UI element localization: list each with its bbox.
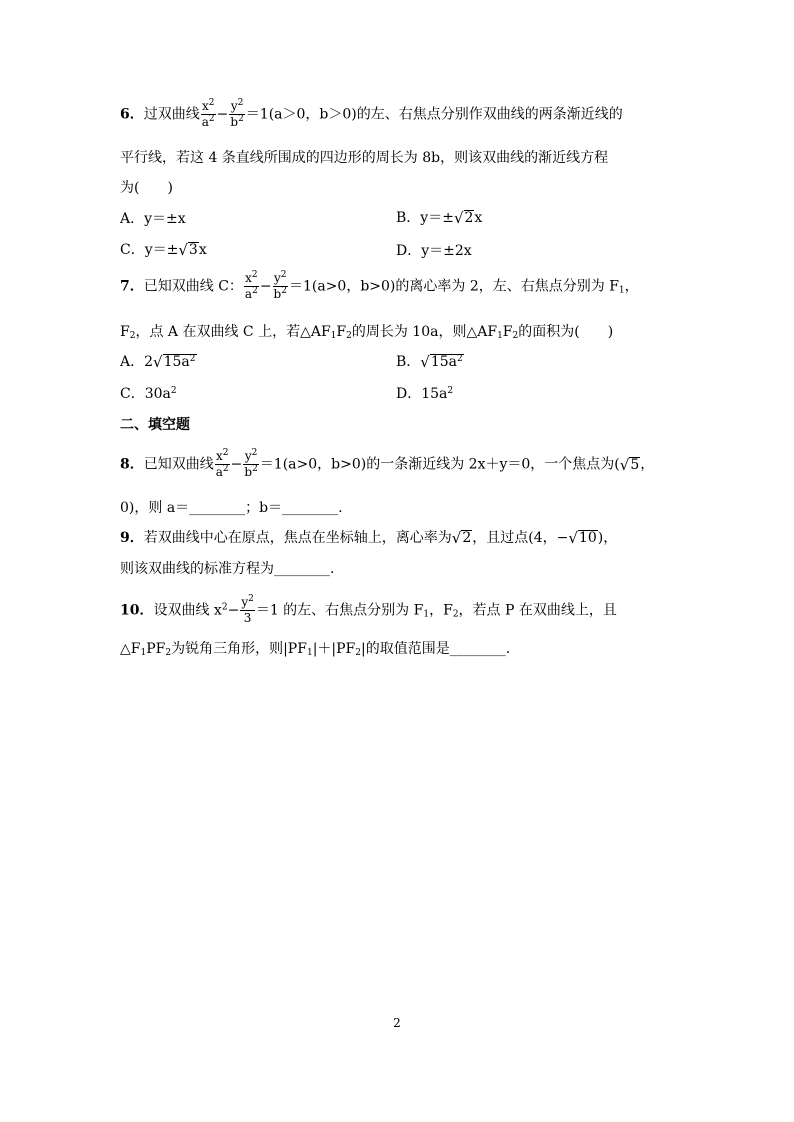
fraction-x2-a2: $\frac{x^2}{a^2}$ — [244, 270, 258, 302]
q7-line-2: $F_2$，点 A 在双曲线 C 上，若$\triangle AF_1F_2$的周长为 10a，则$\triangle AF_1F_2$的面积为( ) — [120, 324, 614, 341]
q6-option-b: B．y＝±√2x — [396, 209, 483, 227]
q6-line-1: 6．过双曲线 $\frac{x^2}{a^2}$ − $\frac{y^2}{b^2}$ ＝1(a＞0，b＞0)的左、右焦点分别作双曲线的两条渐近线的 — [120, 98, 623, 130]
q7-option-c: C．$30a^2$ — [120, 386, 177, 402]
q6-option-d: D．y＝±2x — [396, 243, 472, 259]
q10-line-1: 10．设双曲线 $x^2-$ $\frac{y^2}{3}$ ＝1 的左、右焦点分别为 $F_1$，$F_2$，若点 P 在双曲线上，且 — [120, 594, 617, 626]
sqrt-icon: √2 — [453, 209, 474, 227]
q7-option-b: B．$√15a^2$ — [396, 353, 463, 371]
q10-number: 10． — [120, 602, 154, 619]
q7-line-1: 7．已知双曲线 C： $\frac{x^2}{a^2}$ − $\frac{y^2}{b^2}$ ＝1(a>0，b>0)的离心率为 2，左、右焦点分别为 $F_1$， — [120, 270, 639, 302]
q8-line-2: 0)，则 a＝________；b＝________. — [120, 500, 343, 516]
sqrt-icon: √10 — [568, 529, 597, 547]
fraction-y2-b2: $\frac{y^2}{b^2}$ — [230, 98, 244, 130]
fraction-y2-b2: $\frac{y^2}{b^2}$ — [244, 448, 258, 480]
q6-option-a: A．y＝±x — [120, 211, 186, 227]
q10-line-2: $\triangle F_1PF_2$为锐角三角形，则$|PF_1|+|PF_2|$的取值范围是________. — [120, 641, 511, 658]
fraction-x2-a2: $\frac{x^2}{a^2}$ — [201, 98, 215, 130]
sqrt-icon: $√15a^2$ — [420, 353, 463, 371]
fraction-y2-3: $\frac{y^2}{3}$ — [241, 594, 254, 626]
fraction-y2-b2: $\frac{y^2}{b^2}$ — [273, 270, 287, 302]
q9-line-1: 9．若双曲线中心在原点，焦点在坐标轴上，离心率为√2，且过点(4，−√10)， — [120, 529, 618, 547]
sqrt-icon: √2 — [451, 529, 472, 547]
fraction-x2-a2: $\frac{x^2}{a^2}$ — [215, 448, 229, 480]
section-title-fill-in: 二、填空题 — [120, 417, 190, 433]
page-number: 2 — [393, 1016, 401, 1030]
sqrt-icon: √3 — [178, 241, 198, 259]
q6-line-3: 为( ) — [120, 180, 173, 196]
q7-option-a: A．$2√15a^2$ — [120, 353, 196, 371]
q9-number: 9． — [120, 530, 144, 546]
sqrt-icon: $√15a^2$ — [153, 353, 196, 371]
sqrt-icon: √5 — [619, 455, 640, 474]
q6-number: 6． — [120, 106, 144, 123]
q6-line-2: 平行线，若这 4 条直线所围成的四边形的周长为 8b，则该双曲线的渐近线方程 — [120, 150, 609, 166]
q8-line-1: 8．已知双曲线 $\frac{x^2}{a^2}$ − $\frac{y^2}{b^2}$ ＝1(a>0，b>0)的一条渐近线为 2x＋y＝0，一个焦点为(√5， — [120, 448, 655, 480]
q8-number: 8． — [120, 456, 144, 473]
q7-option-d: D．$15a^2$ — [396, 386, 454, 402]
q6-option-c: C．y＝±√3x — [120, 241, 207, 259]
q7-number: 7． — [120, 278, 144, 295]
q9-line-2: 则该双曲线的标准方程为________. — [120, 561, 335, 577]
